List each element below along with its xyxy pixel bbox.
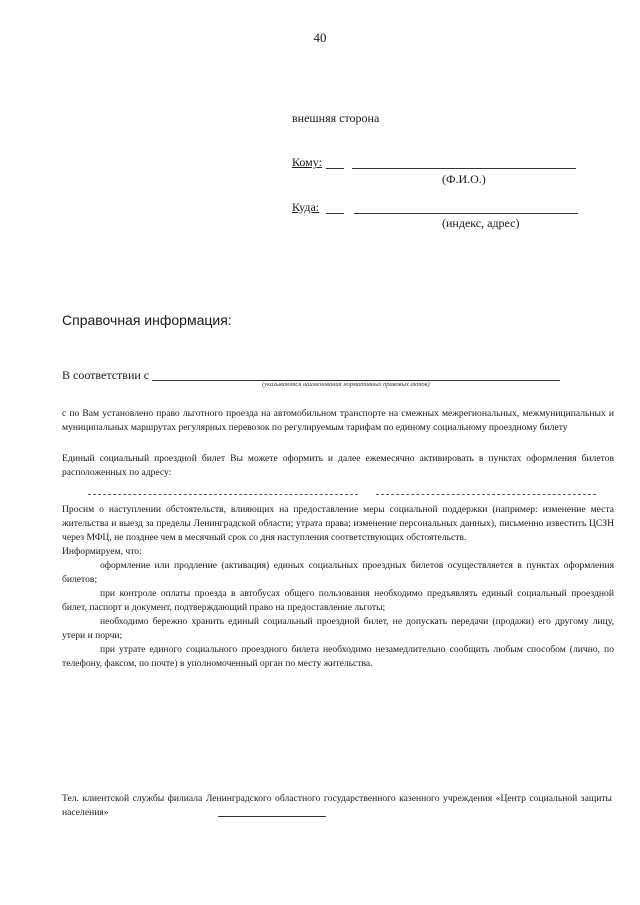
where-hint: (индекс, адрес) xyxy=(442,216,520,230)
where-short-line xyxy=(326,213,344,214)
to-line xyxy=(352,168,576,169)
address-line-left xyxy=(88,494,358,495)
bullet-4: при утрате единого социального проездного билета необходимо незамедлительно сообщить любым способом (лично, по телефону, факсом, по почте) в уполномоченный орган по месту жительства. xyxy=(62,644,614,669)
bullet-2: при контроле оплаты проезда в автобусах общего пользования необходимо предъявлять единый социальный проездной билет, паспорт и документ, подтверждающий право на предоставление льготы; xyxy=(62,588,614,613)
right-paragraph xyxy=(62,407,614,435)
accordance-prefix: В соответствии с xyxy=(62,368,150,382)
where-label: Куда: xyxy=(292,200,320,214)
address-line-right xyxy=(376,494,596,495)
ticket-text: Единый социальный проездной билет Вы можете оформить и далее ежемесячно активировать в пунктах оформления билетов расположенных по адресу: xyxy=(62,453,614,478)
side-label: внешняя сторона xyxy=(292,111,380,125)
right-text: с по Вам установлено право льготного проезда на автомобильном транспорте на смежных межрегиональных, межмуниципальных и муниципальных маршрутах регулярных перевозок по регулируемым тарифам по единому социальному проездному билету xyxy=(62,408,614,433)
where-line xyxy=(354,213,578,214)
info-heading: Справочная информация: xyxy=(62,312,232,328)
request-text: Просим о наступлении обстоятельств, влияющих на предоставление меры социальной поддержки (например: изменение места жительства и выезд за пределы Ленинградской области; утрата права; изменение персональных данных), письменно известить ЦСЗН через МФЦ, не позднее чем в месячный срок со дня наступления соответствующих обстоятельств. xyxy=(62,504,614,543)
accordance-hint: (указываются наименования нормативных правовых актов) xyxy=(262,381,430,388)
inform-text: Информируем, что: xyxy=(62,546,142,557)
to-short-line xyxy=(326,168,344,169)
phone-paragraph xyxy=(62,792,612,820)
bullet-1: оформление или продление (активация) единых социальных проездных билетов осуществляется в пунктах оформления билетов; xyxy=(62,560,614,585)
notes-block xyxy=(62,503,614,671)
phone-text: Тел. клиентской службы филиала Ленинградского областного государственного казенного учреждения «Центр социальной защиты населения» xyxy=(62,793,612,818)
bullet-3: необходимо бережно хранить единый социальный проездной билет, не допускать передачи (продажи) его другому лицу, утери и порчи; xyxy=(62,616,614,641)
to-hint: (Ф.И.О.) xyxy=(442,172,486,186)
page-number: 40 xyxy=(313,30,327,45)
to-label: Кому: xyxy=(292,155,322,169)
phone-line xyxy=(218,816,326,817)
ticket-paragraph xyxy=(62,452,614,480)
